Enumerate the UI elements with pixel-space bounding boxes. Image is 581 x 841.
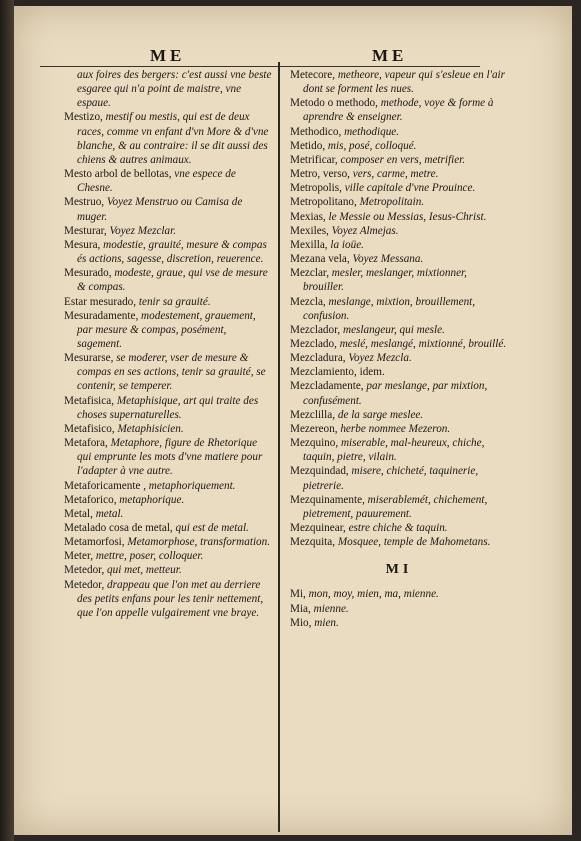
headword: Metodo o methodo, [290,97,378,110]
definition: methode, voye & forme à aprendre & enseigner. [303,97,494,124]
column-divider [278,62,280,832]
headword: Metro, verso, [290,168,350,181]
definition: herbe nommee Mezeron. [340,422,451,435]
right-column [290,68,508,630]
dictionary-entry [290,521,508,535]
dictionary-entry [290,153,508,167]
headword: Metalado cosa de metal, [64,522,173,534]
dictionary-entry [64,238,272,266]
left-column [64,68,272,620]
definition: la ioüe. [330,238,364,251]
definition: par meslange, par mixtion, confusément. [303,380,488,407]
headword: Mezcla, [290,295,326,308]
definition: Voyez Mezclar. [109,224,177,237]
definition: modestement, grauement, par mesure & compas, posément, sagement. [77,309,256,350]
definition: metheore, vapeur qui s'esleue en l'air dont se forment les nues. [303,69,506,96]
definition: mon, moy, mien, ma, mienne. [308,588,439,601]
headword: Mesuradamente, [64,309,139,322]
headword: Metecore, [290,69,336,81]
headword: Metamorfosi, [64,536,125,549]
dictionary-entry [64,563,272,577]
headword: Methodico, [290,125,342,138]
headword: Mezquindad, [290,465,349,478]
headword: Metafisico, [64,422,115,435]
headword: Mezclador, [290,323,341,336]
dictionary-entry [64,309,272,351]
headword: Mezquino, [290,437,339,450]
headword: Mesurado, [64,267,112,280]
headword: Meter, [64,550,94,563]
dictionary-entry [290,68,508,96]
headword: Mesturar, [64,224,107,237]
dictionary-entry [64,394,272,422]
section-title: MI [385,562,413,578]
dictionary-entry [64,110,272,167]
running-header-left: ME [150,46,186,65]
definition: Voyez Almejas. [331,224,399,237]
definition: Voyez Mezcla. [348,352,412,365]
definition: modestie, grauité, mesure & compas és actions, sagesse, discretion, reuerence. [77,238,267,266]
dictionary-entry [64,521,272,535]
definition: mien. [314,616,339,629]
dictionary-entry [64,195,272,223]
definition: metaphoriquement. [148,479,236,492]
definition: metaphorique. [119,493,185,506]
headword: Mezclar, [290,267,329,280]
dictionary-entry [290,351,508,365]
left-entry-list [64,110,272,620]
definition: qui met, metteur. [107,564,182,577]
dictionary-entry [290,323,508,337]
headword: Metropolis, [290,182,342,195]
headword: Mezclilla, [290,408,336,421]
definition: qui est de metal. [175,522,249,534]
headword: Mestizo, [64,111,103,124]
dictionary-entry [64,535,272,549]
dictionary-entry [290,139,508,153]
dictionary-entry [64,493,272,507]
book-edge [0,0,14,841]
headword: Mezclado, [290,337,337,350]
dictionary-entry [290,602,508,616]
headword: Mesto arbol de bellotas, [64,168,172,181]
definition: miserablemét, chichement, pietrement, pauurement. [303,493,488,520]
right-entry-list [290,68,508,549]
dictionary-entry [290,96,508,124]
running-header-right: ME [372,46,408,65]
dictionary-entry [290,295,508,323]
definition: le Messie ou Messias, Iesus-Christ. [328,210,487,223]
headword: Metedor, [64,564,105,577]
header-rule [40,66,480,67]
definition: Voyez Menstruo ou Camisa de muger. [77,196,243,223]
headword: Metedor, [64,578,105,591]
definition: mesler, meslanger, mixtionner, brouiller. [303,267,467,294]
definition: mienne. [313,602,349,615]
definition: mettre, poser, colloquer. [95,550,204,563]
headword: Mezana vela, [290,253,350,266]
definition: de la sarge meslee. [337,408,424,421]
headword: Mesura, [64,238,101,251]
dictionary-entry [290,408,508,422]
headword: Metal, [64,507,93,520]
headword: Mio, [290,616,312,629]
definition: vers, carme, metre. [352,168,439,181]
definition: tenir sa grauité. [138,295,211,308]
dictionary-entry [290,587,508,601]
dictionary-entry [290,238,508,252]
dictionary-entry [290,195,508,209]
definition: meslangeur, qui mesle. [342,323,445,336]
definition: meslange, mixtion, brouillement, confusion. [303,295,476,322]
dictionary-entry [64,436,272,478]
definition: estre chiche & taquin. [348,522,448,534]
definition: drappeau que l'on met au derriere des petits enfans pour les tenir nettement, que l'on appelle vulgairement vne braye. [77,578,264,619]
headword: Mi, [290,588,306,601]
dictionary-entry [290,464,508,492]
dictionary-entry [290,436,508,464]
dictionary-entry [290,337,508,351]
dictionary-entry [64,479,272,493]
headword: Metafora, [64,437,108,450]
headword: Mezcladamente, [290,380,364,393]
definition: se moderer, vser de mesure & compas en ses actions, tenir sa grauité, se contenir, se temperer. [77,352,266,393]
headword: Mexiles, [290,224,329,237]
headword: Metaforico, [64,493,117,506]
dictionary-entry [64,266,272,294]
definition: metal. [95,507,124,520]
headword: Estar mesurado, [64,295,137,308]
definition: modeste, graue, qui vse de mesure & compas. [77,267,268,294]
dictionary-entry [64,578,272,620]
dictionary-entry [64,422,272,436]
definition: methodique. [344,125,400,138]
definition: Metaphore, figure de Rhetorique qui emprunte les mots d'vne matiere pour l'adapter à vne autre. [77,437,263,478]
headword: Metaforicamente , [64,479,146,492]
definition: mis, posé, colloqué. [327,139,417,152]
dictionary-entry [290,616,508,630]
headword: Metropolitano, [290,196,357,209]
definition: misere, chicheté, taquinerie, pietrerie. [303,465,479,492]
headword: Mestruo, [64,196,105,209]
dictionary-entry [290,167,508,181]
definition: Mosquee, temple de Mahometans. [337,536,491,549]
definition: meslé, meslangé, mixtionné, brouillé. [339,337,507,350]
dictionary-entry [290,535,508,549]
dictionary-entry [290,210,508,224]
dictionary-entry [290,252,508,266]
dictionary-entry [290,125,508,139]
dictionary-entry [64,549,272,563]
headword: Mesurarse, [64,352,114,365]
definition: Voyez Messana. [352,253,424,266]
headword: Mia, [290,602,311,615]
definition: miserable, mal-heureux, chiche, taquin, pietre, vilain. [303,437,485,464]
headword: Mezclamiento, idem. [290,366,385,379]
dictionary-entry [290,379,508,407]
headword: Mexias, [290,210,326,223]
dictionary-entry [290,224,508,238]
dictionary-entry [290,422,508,436]
definition: mestif ou mestis, qui est de deux races, comme vn enfant d'vn More & d'vne blanche, & au contraire: il se dit aussi des chiens & autres animaux. [77,111,269,166]
dictionary-entry [64,224,272,238]
headword: Mezquita, [290,536,336,549]
headword: Metrificar, [290,153,338,166]
definition: vne espece de Chesne. [77,168,236,195]
dictionary-entry [290,493,508,521]
definition: Metamorphose, transformation. [127,536,271,549]
headword: Metido, [290,139,326,152]
dictionary-entry [64,167,272,195]
dictionary-entry [64,351,272,393]
section-entry-list [290,587,508,629]
headword: Metafisica, [64,394,115,407]
headword: Mezquinear, [290,522,346,534]
headword: Mezereon, [290,422,338,435]
dictionary-entry [290,365,508,379]
headword: Mezquinamente, [290,493,365,506]
definition: Metropolitain. [359,196,425,209]
definition: ville capitale d'vne Prouince. [344,182,476,195]
definition: composer en vers, metrifier. [340,153,466,166]
definition: Metaphisique, art qui traite des choses supernaturelles. [77,394,259,421]
dictionary-entry [290,181,508,195]
continuation-text: aux foires des bergers: c'est aussi vne beste esgaree qui n'a point de maistre, vne espaue. [77,69,272,110]
definition: Metaphisicien. [117,422,184,435]
headword: Mezcladura, [290,352,346,365]
dictionary-entry [64,507,272,521]
dictionary-entry [64,295,272,309]
dictionary-entry [290,266,508,294]
headword: Mexilla, [290,238,328,251]
